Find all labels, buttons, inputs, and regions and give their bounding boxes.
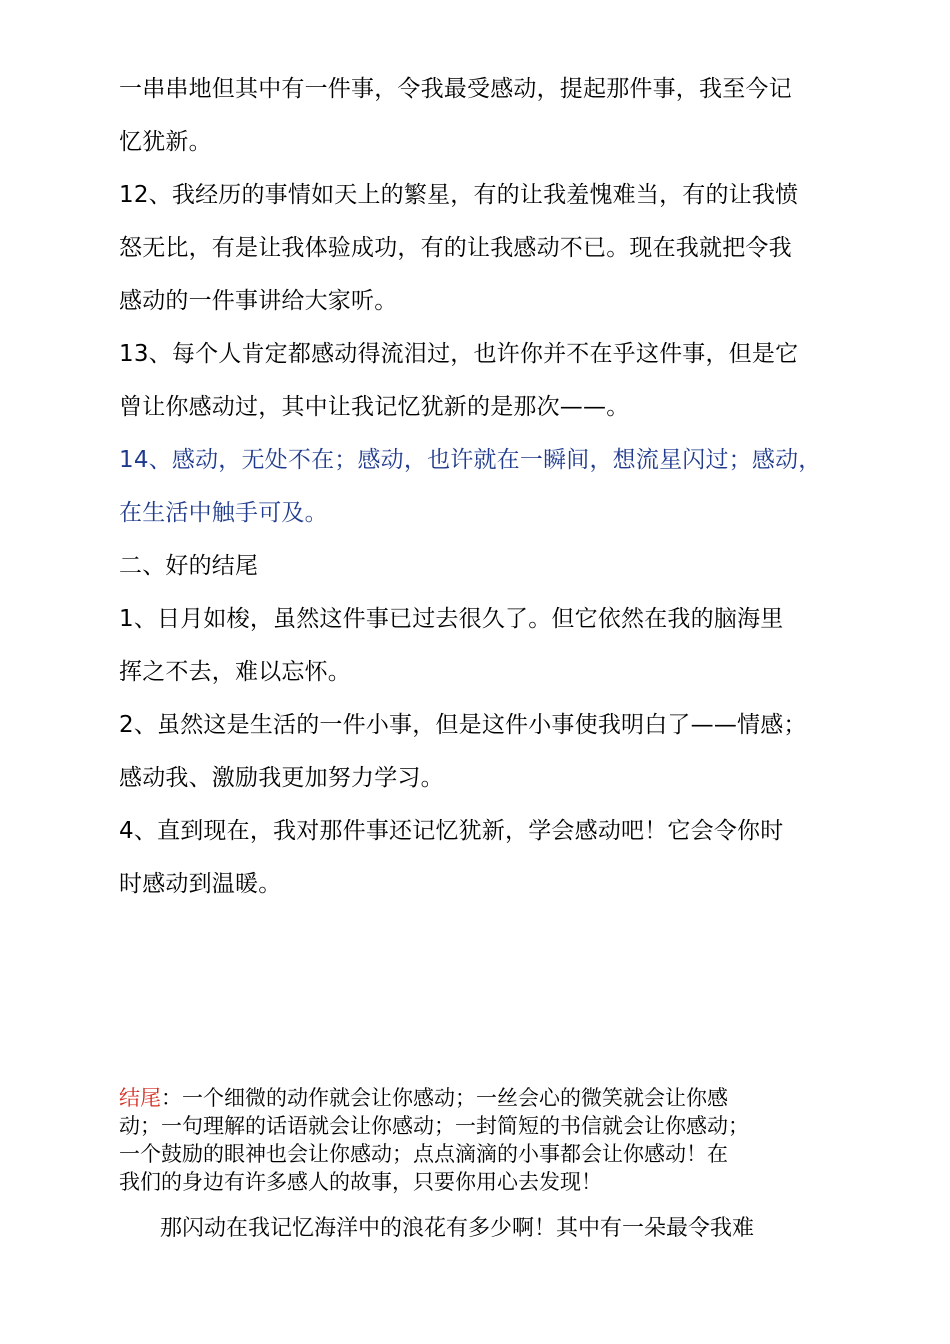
text-line: 忆犹新。 [119,129,212,155]
ending-line: 一个鼓励的眼神也会让你感动；点点滴滴的小事都会让你感动！在 [119,1142,728,1166]
text-line: 13、每个人肯定都感动得流泪过，也许你并不在乎这件事，但是它 [119,341,799,367]
ending-text: ：一个细微的动作就会让你感动；一丝会心的微笑就会让你感 [161,1086,728,1110]
text-line: 怒无比，有是让我体验成功，有的让我感动不已。现在我就把令我 [119,235,792,261]
ending-label: 结尾 [119,1086,161,1110]
text-line: 感动的一件事讲给大家听。 [119,288,398,314]
text-line: 时感动到温暖。 [119,871,282,897]
ending-line [119,1084,728,1112]
text-line: 一串串地但其中有一件事，令我最受感动，提起那件事，我至今记 [119,76,792,102]
text-line: 曾让你感动过，其中让我记忆犹新的是那次——。 [119,394,630,420]
ending-line: 我们的身边有许多感人的故事，只要你用心去发现！ [119,1170,602,1194]
highlighted-text-line: 在生活中触手可及。 [119,500,328,526]
paragraph-start: 那闪动在我记忆海洋中的浪花有多少啊！其中有一朵最令我难 [160,1216,755,1241]
text-line: 感动我、激励我更加努力学习。 [119,765,444,791]
text-line: 1、日月如梭，虽然这件事已过去很久了。但它依然在我的脑海里 [119,606,784,632]
text-line: 2、虽然这是生活的一件小事，但是这件小事使我明白了——情感； [119,712,807,738]
highlighted-text-line: 14、感动，无处不在；感动，也许就在一瞬间，想流星闪过；感动， [119,447,822,473]
text-line: 挥之不去，难以忘怀。 [119,659,351,685]
text-line: 12、我经历的事情如天上的繁星，有的让我羞愧难当，有的让我愤 [119,182,799,208]
text-line: 4、直到现在，我对那件事还记忆犹新，学会感动吧！它会令你时 [119,818,784,844]
section-heading: 二、好的结尾 [119,553,259,579]
ending-line: 动；一句理解的话语就会让你感动；一封简短的书信就会让你感动； [119,1114,749,1138]
